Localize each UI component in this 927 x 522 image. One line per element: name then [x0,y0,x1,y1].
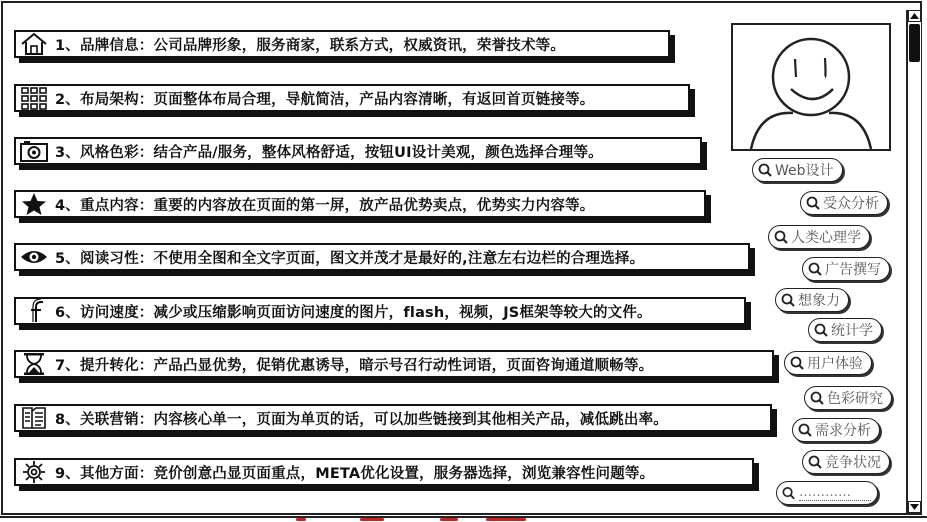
search-icon [780,292,796,308]
tag-label: 需求分析 [815,423,871,439]
list-item-layout [14,84,690,112]
tag-ad-writing[interactable] [802,257,890,281]
tag-label: 色彩研究 [827,391,883,407]
tag-web-design[interactable] [752,158,843,182]
tag-label: 想象力 [798,293,840,309]
list-item-key-content [14,190,706,218]
search-icon [773,229,789,245]
tag-label: 人类心理学 [791,230,861,246]
tag-audience-analysis[interactable] [800,191,888,215]
scroll-down-button[interactable] [908,501,921,513]
search-icon [781,485,796,501]
gear-icon [19,460,49,484]
home-icon [19,32,49,56]
list-item-text: 6、访问速度：减少或压缩影响页面访问速度的图片，flash，视频，JS框架等较大的文件。 [55,304,652,321]
list-item-text: 4、重点内容：重要的内容放在页面的第一屏，放产品优势卖点，优势实力内容等。 [55,197,595,214]
search-input[interactable] [799,485,871,501]
search-icon [809,390,825,406]
search-icon [807,261,823,277]
tag-statistics[interactable] [808,318,882,342]
list-item-text: 9、其他方面：竞价创意凸显页面重点，META优化设置，服务器选择，浏览兼容性问题等。 [55,465,655,482]
list-item-style-color [14,137,702,165]
user-face-icon [733,25,889,149]
tag-user-experience[interactable] [784,351,872,375]
tag-label: 用户体验 [807,356,863,372]
tag-needs-analysis[interactable] [792,418,880,442]
list-item-text: 8、关联营销：内容核心单一，页面为单页的话，可以加些链接到其他相关产品，减低跳出率。 [55,411,668,428]
hourglass-icon [19,352,49,376]
tag-label: 广告撰写 [825,262,881,278]
tag-label: Web设计 [775,163,834,179]
facebook-icon [19,299,49,323]
search-field[interactable] [776,481,878,505]
tag-color-research[interactable] [804,386,892,410]
camera-icon [19,139,49,163]
tag-imagination[interactable] [775,288,849,312]
list-item-text: 3、风格色彩：结合产品/服务，整体风格舒适，按钮UI设计美观，颜色选择合理等。 [55,144,603,161]
list-item-related-marketing [14,404,772,432]
list-item-text: 7、提升转化：产品凸显优势，促销优惠诱导，暗示号召行动性词语，页面咨询通道顺畅等。 [55,357,654,374]
list-item-conversion [14,350,774,378]
tag-label: 受众分析 [823,196,879,212]
search-icon [757,162,773,178]
list-item-other [14,458,754,486]
grid-icon [19,86,49,110]
star-icon [19,192,49,216]
search-icon [805,195,821,211]
list-item-text: 2、布局架构：页面整体布局合理，导航简洁，产品内容清晰，有返回首页链接等。 [55,91,595,108]
search-icon [813,322,829,338]
triangle-down-icon [910,504,919,510]
vertical-scrollbar[interactable] [906,10,921,513]
list-item-brand-info [14,30,670,58]
document-icon [19,406,49,430]
partial-red-text [290,518,530,522]
search-icon [789,355,805,371]
tag-label: 竞争状况 [825,455,881,471]
eye-icon [19,245,49,269]
search-icon [797,422,813,438]
scrollbar-thumb[interactable] [909,24,920,62]
tag-competition[interactable] [802,450,890,474]
list-item-access-speed [14,297,746,325]
search-icon [807,454,823,470]
avatar [731,23,891,151]
tag-human-psychology[interactable] [768,225,870,249]
tag-label: 统计学 [831,323,873,339]
list-item-text: 1、品牌信息：公司品牌形象，服务商家，联系方式，权威资讯，荣誉技术等。 [55,37,566,54]
list-item-reading-habits [14,243,750,271]
scroll-up-button[interactable] [908,10,921,22]
list-item-text: 5、阅读习性：不使用全图和全文字页面，图文并茂才是最好的,注意左右边栏的合理选择。 [55,250,645,267]
triangle-up-icon [910,13,919,19]
